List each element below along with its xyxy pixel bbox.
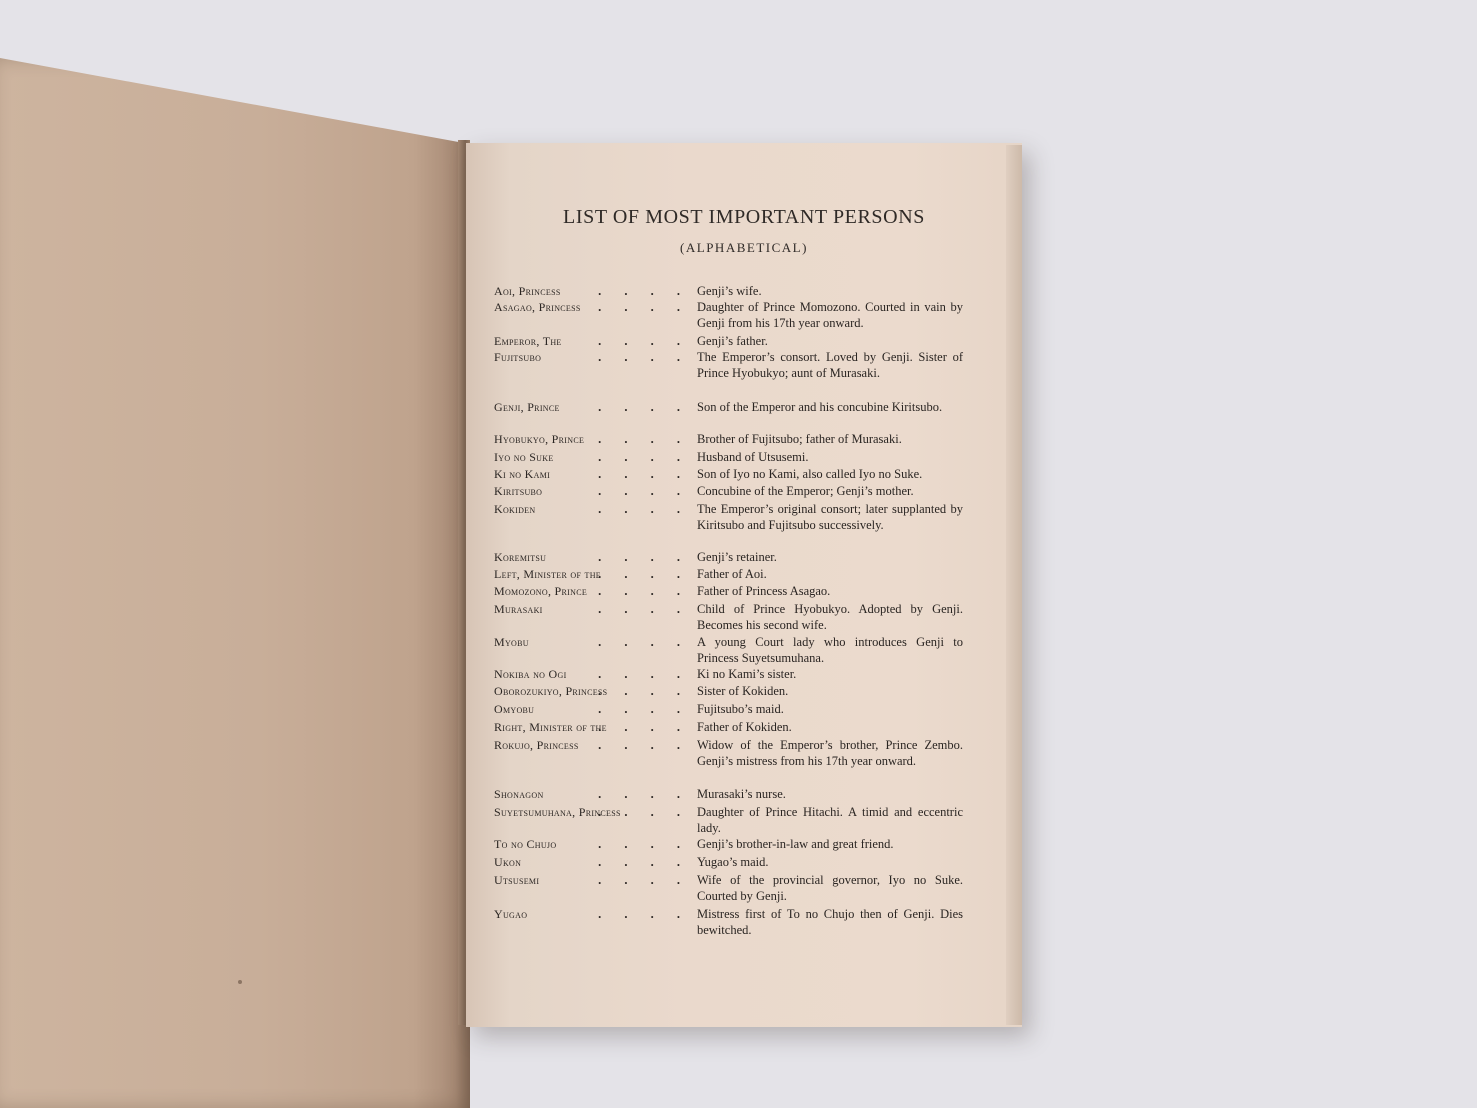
person-name: Nokiba no Ogi — [494, 667, 567, 681]
bleed-through-text — [60, 498, 68, 524]
leader-dots: . . . . — [598, 720, 690, 734]
leader-dots: . . . . — [598, 450, 690, 464]
person-description: Widow of the Emperor’s brother, Prince Zembo. Genji’s mistress from his 17th year onward. — [697, 738, 963, 768]
person-name: Momozono, Prince — [494, 584, 588, 598]
person-description: The Emperor’s consort. Loved by Genji. Sister of Prince Hyobukyo; aunt of Murasaki. — [697, 350, 963, 380]
person-name: Myobu — [494, 635, 529, 649]
leader-dots: . . . . — [598, 738, 690, 752]
person-description: Mistress first of To no Chujo then of Genji. Dies bewitched. — [697, 907, 963, 937]
person-description: A young Court lady who introduces Genji to Princess Suyetsumuhana. — [697, 635, 963, 665]
person-description: Yugao’s maid. — [697, 855, 769, 869]
person-name: Hyobukyo, Prince — [494, 432, 585, 446]
page-subtitle: (ALPHABETICAL) — [680, 240, 808, 255]
page-edge — [1006, 145, 1022, 1025]
person-name: Fujitsubo — [494, 350, 542, 364]
left-page — [0, 58, 470, 1108]
person-name: Asagao, Princess — [494, 300, 581, 314]
person-name: Emperor, The — [494, 334, 562, 348]
leader-dots: . . . . — [598, 300, 690, 314]
leader-dots: . . . . — [598, 584, 690, 598]
person-name: Koremitsu — [494, 550, 547, 564]
person-description: Wife of the provincial governor, Iyo no Suke. Courted by Genji. — [697, 873, 963, 903]
person-description: Genji’s wife. — [697, 284, 762, 298]
person-description: Son of the Emperor and his concubine Kiritsubo. — [697, 400, 943, 414]
person-description: Genji’s father. — [697, 334, 768, 348]
person-name: Right, Minister of the — [494, 720, 607, 734]
person-description: The Emperor’s original consort; later supplanted by Kiritsubo and Fujitsubo successively. — [697, 502, 963, 532]
person-name: To no Chujo — [494, 837, 557, 851]
leader-dots: . . . . — [598, 635, 690, 649]
leader-dots: . . . . — [598, 467, 690, 481]
leader-dots: . . . . — [598, 502, 690, 516]
person-name: Kiritsubo — [494, 484, 543, 498]
person-description: Brother of Fujitsubo; father of Murasaki. — [697, 432, 902, 446]
leader-dots: . . . . — [598, 787, 690, 801]
leader-dots: . . . . — [598, 684, 690, 698]
person-name: Genji, Prince — [494, 400, 560, 414]
person-name: Yugao — [494, 907, 528, 921]
leader-dots: . . . . — [598, 837, 690, 851]
person-name: Oborozukiyo, Princess — [494, 684, 608, 698]
leader-dots: . . . . — [598, 855, 690, 869]
leader-dots: . . . . — [598, 873, 690, 887]
person-description: Father of Kokiden. — [697, 720, 792, 734]
person-name: Iyo no Suke — [494, 450, 554, 464]
leader-dots: . . . . — [598, 602, 690, 616]
leader-dots: . . . . — [598, 350, 690, 364]
person-description: Husband of Utsusemi. — [697, 450, 809, 464]
leader-dots: . . . . — [598, 805, 690, 819]
leader-dots: . . . . — [598, 400, 690, 414]
leader-dots: . . . . — [598, 702, 690, 716]
leader-dots: . . . . — [598, 667, 690, 681]
person-description: Son of Iyo no Kami, also called Iyo no Suke. — [697, 467, 923, 481]
person-description: Daughter of Prince Hitachi. A timid and eccentric lady. — [697, 805, 963, 835]
person-description: Genji’s brother-in-law and great friend. — [697, 837, 894, 851]
person-name: Shonagon — [494, 787, 544, 801]
leader-dots: . . . . — [598, 284, 690, 298]
leader-dots: . . . . — [598, 334, 690, 348]
person-name: Kokiden — [494, 502, 536, 516]
person-name: Murasaki — [494, 602, 543, 616]
person-description: Father of Aoi. — [697, 567, 767, 581]
leader-dots: . . . . — [598, 567, 690, 581]
person-description: Concubine of the Emperor; Genji’s mother. — [697, 484, 914, 498]
person-name: Suyetsumuhana, Princess — [494, 805, 621, 819]
leader-dots: . . . . — [598, 484, 690, 498]
person-description: Fujitsubo’s maid. — [697, 702, 784, 716]
person-description: Daughter of Prince Momozono. Courted in vain by Genji from his 17th year onward. — [697, 300, 963, 330]
leader-dots: . . . . — [598, 907, 690, 921]
person-description: Murasaki’s nurse. — [697, 787, 786, 801]
person-description: Ki no Kami’s sister. — [697, 667, 797, 681]
leader-dots: . . . . — [598, 550, 690, 564]
person-description: Father of Princess Asagao. — [697, 584, 831, 598]
person-name: Ki no Kami — [494, 467, 551, 481]
person-name: Left, Minister of the — [494, 567, 601, 581]
person-name: Rokujo, Princess — [494, 738, 579, 752]
page-title: LIST OF MOST IMPORTANT PERSONS — [563, 206, 925, 228]
person-description: Child of Prince Hyobukyo. Adopted by Genji. Becomes his second wife. — [697, 602, 963, 632]
person-name: Aoi, Princess — [494, 284, 561, 298]
leader-dots: . . . . — [598, 432, 690, 446]
person-name: Ukon — [494, 855, 522, 869]
person-description: Genji’s retainer. — [697, 550, 777, 564]
person-name: Utsusemi — [494, 873, 540, 887]
person-description: Sister of Kokiden. — [697, 684, 789, 698]
page-mark — [238, 980, 242, 984]
person-name: Omyobu — [494, 702, 535, 716]
